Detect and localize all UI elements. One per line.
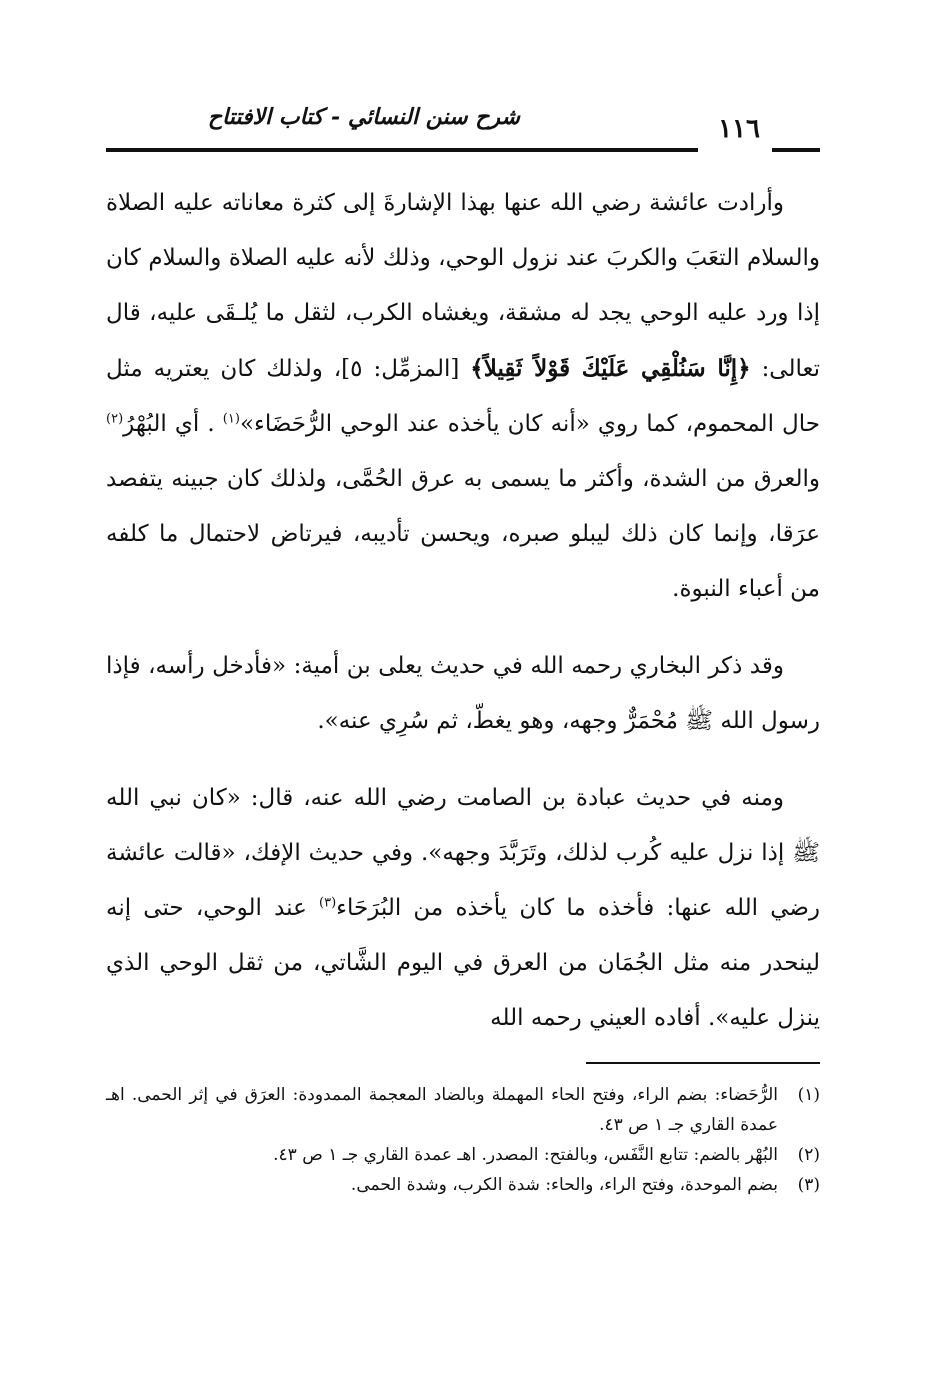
- quran-verse: ﴿إِنَّا سَنُلْقِي عَلَيْكَ قَوْلاً ثَقِيلاً﴾: [470, 355, 751, 382]
- p3-text-a: ومنه في حديث عبادة بن الصامت رضي الله عنه، قال: «كان نبي الله ﷺ إذا نزل عليه كُرب لذلك، وتَرَبَّدَ وجهه». وفي حديث الإفك، «قالت عائشة رضي الله عنها: فأخذه ما كان يأخذه من البُرَحَاء: [106, 785, 820, 921]
- p1-text-c: . أي البُهْرُ: [123, 411, 215, 437]
- running-title: شرح سنن النسائي - كتاب الافتتاح: [207, 104, 520, 130]
- paragraph-1: [106, 176, 820, 617]
- footnote-ref-2[interactable]: (٢): [106, 411, 124, 427]
- page-number: ١١٦: [718, 114, 760, 144]
- paragraph-3: [106, 771, 820, 1046]
- paragraph-2: وقد ذكر البخاري رحمه الله في حديث يعلى بن أمية: «فأدخل رأسه، فإذا رسول الله ﷺ مُحْمَرٌّ وجهه، وهو يغطّ، ثم سُرِي عنه».: [106, 653, 820, 734]
- footnote-rule: [586, 1062, 820, 1064]
- footnote-text: الرُّحَضاء: بضم الراء، وفتح الحاء المهملة وبالضاد المعجمة الممدودة: العرَق في إثر الحمى. اهـ عمدة القاري جـ ١ ص ٤٣.: [106, 1085, 778, 1135]
- p1-text-b: [المزمِّل: ٥]، ولذلك كان يعتريه مثل حال المحموم، كما روي «أنه كان يأخذه عند الوحي الرُّحَضَاء»: [106, 356, 820, 437]
- footnote-2: [106, 1140, 820, 1170]
- footnote-number: (١): [797, 1085, 820, 1105]
- footnote-number: (٣): [797, 1175, 820, 1195]
- main-text: [106, 176, 820, 1046]
- p1-text-a: وأرادت عائشة رضي الله عنها بهذا الإشارةَ إلى كثرة معاناته عليه الصلاة والسلام التعَبَ والكربَ عند نزول الوحي، وذلك لأنه عليه الصلاة والسلام كان إذا ورد عليه الوحي يجد له مشقة، ويغشاه الكرب، لثقل ما يُلـقَى عليه، قال تعالى:: [106, 190, 820, 382]
- footnote-number: (٢): [797, 1145, 820, 1165]
- footnote-ref-1[interactable]: (١): [222, 411, 240, 427]
- footnote-1: [106, 1080, 820, 1140]
- footnote-text: البُهْر بالضم: تتابع النَّفَس، وبالفتح: المصدر. اهـ عمدة القاري جـ ١ ص ٤٣.: [273, 1145, 778, 1165]
- p1-text-d: والعرق من الشدة، وأكثر ما يسمى به عرق الحُمَّى، ولذلك كان جبينه يتفصد عرَقا، وإنما كان ذلك ليبلو صبره، ويحسن تأديبه، فيرتاض لاحتمال ما كلفه من أعباء النبوة.: [106, 466, 820, 602]
- page-header: [106, 96, 820, 158]
- footnote-ref-3[interactable]: (٣): [319, 895, 337, 911]
- header-rule: [106, 148, 698, 152]
- footnote-text: بضم الموحدة، وفتح الراء، والحاء: شدة الكرب، وشدة الحمى.: [350, 1175, 778, 1195]
- footnotes: [106, 1080, 820, 1200]
- footnote-3: [106, 1170, 820, 1200]
- p3-text-b: عند الوحي، حتى إنه لينحدر منه مثل الجُمَان من العرق في اليوم الشَّاتي، من ثقل الوحي الذي ينزل عليه». أفاده العيني رحمه الله: [106, 895, 820, 1031]
- page-number-rule: [772, 148, 820, 152]
